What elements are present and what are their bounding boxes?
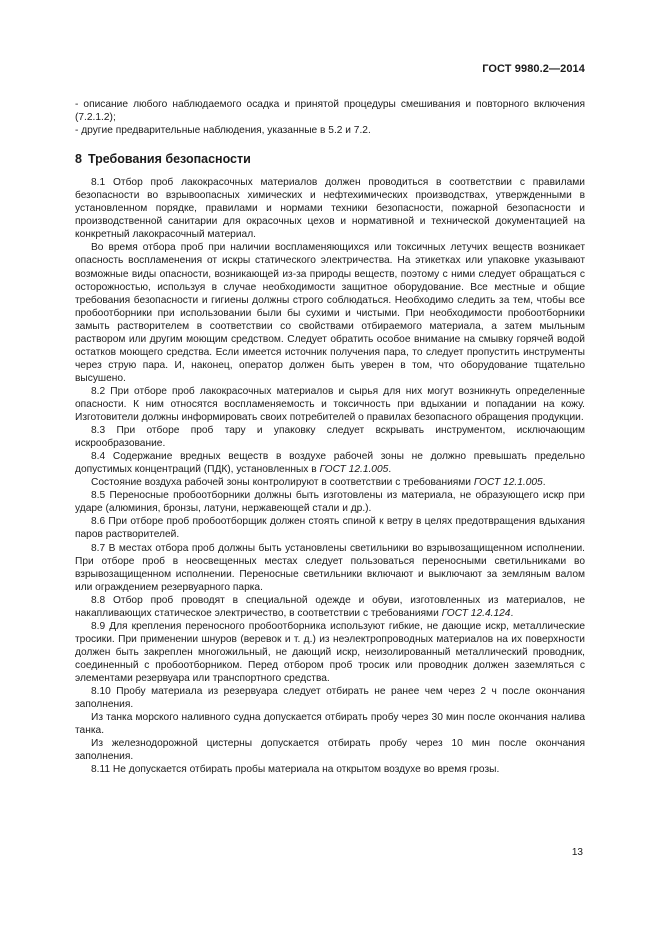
intro-item: - другие предварительные наблюдения, указанные в 5.2 и 7.2. bbox=[75, 125, 371, 137]
intro-item: - описание любого наблюдаемого осадка и принятой процедуры смешивания и повторного включения (7.2.1.2); bbox=[75, 99, 585, 124]
paragraph-8-10-continued: Из танка морского наливного судна допускается отбирать пробу через 30 мин после окончания налива танка. bbox=[75, 712, 585, 737]
paragraph-8-4 bbox=[75, 450, 585, 476]
section-title: Требования безопасности bbox=[87, 152, 251, 167]
page-content bbox=[75, 98, 585, 776]
standard-reference: ГОСТ 12.1.005 bbox=[319, 464, 389, 476]
paragraph-8-2: 8.2 При отборе проб лакокрасочных материалов и сырья для них могут возникнуть определенные опасности. К ним относятся воспламеняемость и токсичность при вдыхании и попадании на кожу. Изготовители должны информировать своих потребителей о правилах безопасного обращения продукции. bbox=[75, 385, 585, 424]
paragraph-8-10-continued: Из железнодорожной цистерны допускается отбирать пробу через 10 мин после окончания заполнения. bbox=[75, 738, 585, 763]
paragraph-8-8-text: 8.8 Отбор проб проводят в специальной одежде и обуви, изготовленных из материалов, не накапливающих статическое электричество, в соответствии с требованиями bbox=[75, 594, 585, 619]
paragraph-8-10: 8.10 Пробу материала из резервуара следует отбирать не ранее чем через 2 ч после окончания заполнения. bbox=[75, 686, 585, 711]
paragraph-8-5: 8.5 Переносные пробоотборники должны быть изготовлены из материала, не образующего искр при ударе (алюминия, бронзы, латуни, нержавеющей стали и др.). bbox=[75, 490, 585, 515]
paragraph-8-9: 8.9 Для крепления переносного пробоотборника используют гибкие, не дающие искр, металлические тросики. При применении шнуров (веревок и т. д.) из неэлектропроводных материалов на их поверхности должен быть закреплен многожильный, не дающий искр, неизолированный металлический проводник, соединенный с пробоотборником. Перед отбором проб тросик или проводник должен заземляться с элементами резервуара или транспортного средства. bbox=[75, 620, 585, 684]
paragraph-8-4-text: 8.4 Содержание вредных веществ в воздухе рабочей зоны не должно превышать предельно допустимых концентраций (ПДК), установленных в bbox=[75, 451, 585, 476]
paragraph-8-7: 8.7 В местах отбора проб должны быть установлены светильники во взрывозащищенном исполнении. При отборе проб в неосвещенных местах следует пользоваться переносными светильниками во взрывозащищенном исполнении. Переносные светильники включают и выключают за земляным валом или ограждением резервуарного парка. bbox=[75, 542, 585, 593]
paragraph-8-4b-text: Состояние воздуха рабочей зоны контролируют в соответствии с требованиями bbox=[91, 477, 471, 489]
paragraph-8-1-continued: Во время отбора проб при наличии воспламеняющихся или токсичных летучих веществ возникает опасность воспламенения от искры статического электричества. На этикетках или упаковке указывают возможные виды опасности, возникающей из-за природы веществ, поэтому с ними следует обращаться с осторожностью, используя в случае необходимости защитное оборудование. Все местные и общие требования безопасности и гигиены должны строго соблюдаться. Необходимо следить за тем, чтобы все пробоотборники при использовании были бы сухими и чистыми. При необходимости пробоотборники замыть растворителем в соответствии со свойствами отбираемого материала, а затем мыльным раствором или другим моющим средством. Следует обратить особое внимание на смывку горячей водой остатков моющего средства. Если имеется источник получения пара, то следует пропустить инструменты через струю пара. И, наконец, оператор должен быть уверен в том, что оборудование тщательно высушено. bbox=[75, 242, 585, 384]
paragraph-8-3: 8.3 При отборе проб тару и упаковку следует вскрывать инструментом, исключающим искрообразование. bbox=[75, 425, 585, 450]
paragraph-8-6: 8.6 При отборе проб пробоотборщик должен стоять спиной к ветру в целях предотвращения вдыхания паров растворителей. bbox=[75, 516, 585, 541]
paragraph-8-1: 8.1 Отбор проб лакокрасочных материалов должен проводиться в соответствии с правилами безопасности во взрывоопасных химических и нефтехимических производствах, утвержденными в установленном порядке, правилами и нормами техники безопасности, пожарной безопасности и производственной санитарии для окрасочных цехов и нормативной и технической документацией на конкретный лакокрасочный материал. bbox=[75, 177, 585, 241]
paragraph-8-4b-end: . bbox=[542, 477, 546, 489]
paragraph-8-8 bbox=[75, 594, 585, 620]
document-code: ГОСТ 9980.2—2014 bbox=[482, 63, 585, 75]
paragraph-8-4-continued bbox=[75, 476, 585, 489]
section-heading bbox=[75, 153, 585, 166]
page-number: 13 bbox=[571, 847, 583, 858]
paragraph-8-4-end: . bbox=[388, 464, 392, 476]
standard-reference: ГОСТ 12.1.005 bbox=[473, 477, 543, 489]
section-number: 8 bbox=[75, 152, 82, 167]
paragraph-8-11: 8.11 Не допускается отбирать пробы материала на открытом воздухе во время грозы. bbox=[91, 764, 500, 776]
paragraph-8-8-end: . bbox=[510, 607, 514, 619]
standard-reference: ГОСТ 12.4.124 bbox=[441, 607, 511, 619]
